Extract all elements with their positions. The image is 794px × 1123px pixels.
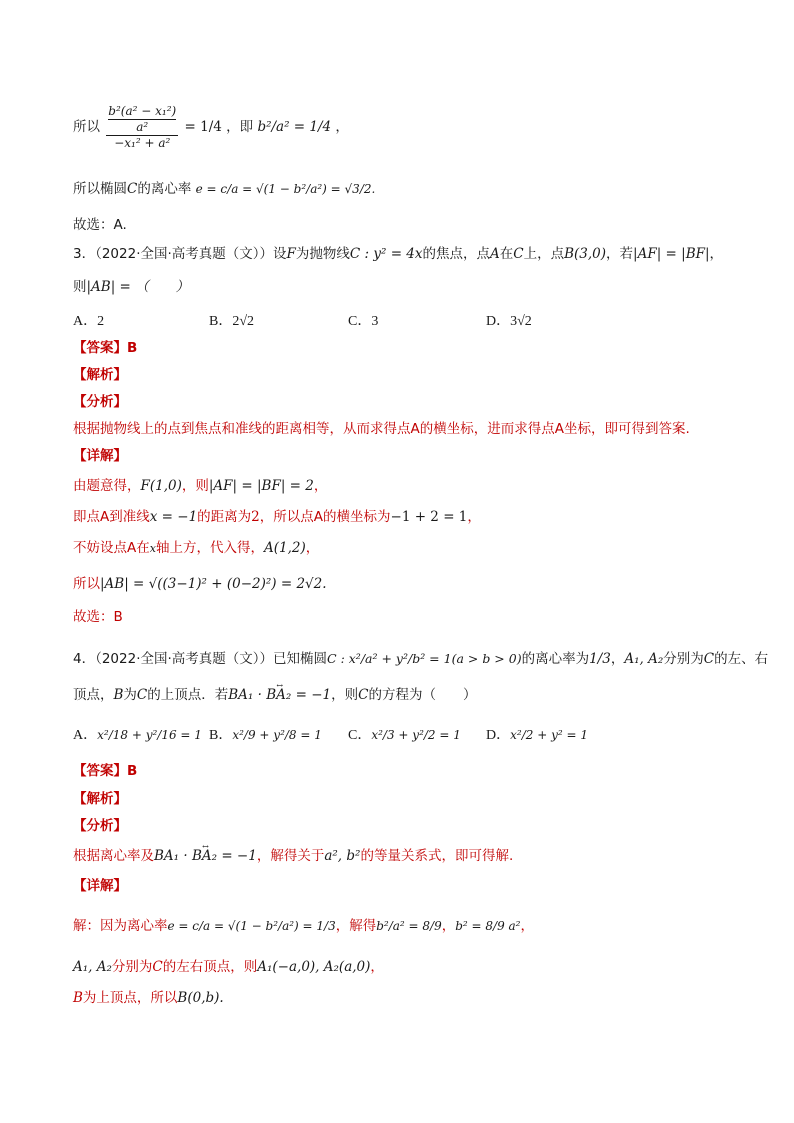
equation-rhs: = 1/4 — [184, 119, 222, 135]
text: 上，点 — [523, 246, 565, 262]
text: 3．（2022·全国·高考真题（文））设 — [73, 246, 287, 262]
option-equation: x²/9 + y²/8 = 1 — [232, 728, 322, 742]
text: 为 — [123, 687, 137, 703]
text: 的左右顶点，则 — [162, 959, 258, 975]
math-expression: A₁(−a,0), A₂(a,0) — [257, 959, 371, 975]
text: 在 — [499, 246, 514, 262]
math-expression: a², b² — [324, 848, 361, 864]
text: ， — [467, 509, 481, 525]
vector-dot-product: ↔ BA₁ · BA₂ = −1 — [154, 846, 257, 866]
q3-choice: 故选：B — [73, 609, 123, 625]
q4-option-b — [209, 724, 322, 744]
text: ， — [313, 478, 328, 494]
fraction-denominator: −x₁² + a² — [114, 135, 171, 150]
fraction-numerator-top: b²(a² − x₁²) — [108, 103, 177, 118]
q4-detail-line3 — [73, 988, 224, 1008]
math-expression: |AB| = √((3−1)² + (0−2)²) = 2√2. — [100, 576, 327, 592]
text: 由题意得， — [73, 478, 141, 494]
text: 的离心率 — [137, 181, 192, 197]
text: 则 — [73, 279, 87, 295]
text: ， — [370, 959, 384, 975]
math-expression: b² = 8/9 a² — [455, 919, 521, 933]
text: ， — [305, 540, 320, 556]
q3-answer: 【答案】B — [73, 340, 138, 356]
math-expression: |AF| = |BF| — [633, 246, 710, 262]
eccentricity-formula: e = c/a = √(1 − b²/a²) = √3/2. — [195, 182, 376, 196]
text: 分别为 — [111, 959, 153, 975]
math-expression: B(0,b). — [177, 990, 224, 1006]
math-expression: x = −1 — [149, 509, 198, 525]
text: ，解得关于 — [256, 848, 325, 864]
q4-stem-line1 — [73, 645, 768, 673]
math-expression: 1/3 — [589, 651, 611, 667]
option-label: A． — [73, 728, 98, 743]
q4-answer: 【答案】B — [73, 763, 138, 779]
math-expression: e = c/a = √(1 − b²/a²) = 1/3 — [167, 919, 336, 933]
math-expression: C : y² = 4x — [349, 246, 423, 262]
math-expression: |AB| = （ ） — [86, 279, 190, 295]
q3-analysis: 根据抛物线上的点到焦点和准线的距离相等，从而求得点A的横坐标，进而求得点A坐标，即可得到答案. — [73, 421, 690, 437]
q3-detail-line3 — [73, 538, 319, 559]
choice-text: 故选：A. — [73, 217, 127, 233]
option-label: C．3 — [348, 314, 379, 329]
text: 的左、右 — [714, 651, 769, 667]
math-expression: −1 + 2 = 1 — [390, 509, 468, 525]
text: ， — [335, 119, 349, 135]
text: ， — [610, 651, 625, 667]
text: 的等量关系式，即可得解. — [360, 848, 514, 864]
math-var: x — [149, 542, 156, 555]
text: 轴上方，代入得， — [155, 540, 264, 556]
math-var: C — [358, 687, 369, 703]
text: 的距离为 — [197, 509, 252, 525]
q3-option-d — [486, 310, 532, 330]
q3-xiangjie: 【详解】 — [73, 448, 127, 464]
text: 即点A到准线 — [73, 509, 150, 525]
text: ，若 — [606, 246, 634, 262]
text: ， — [520, 918, 534, 934]
q4-fenxi: 【分析】 — [73, 818, 127, 834]
q3-option-c — [348, 310, 378, 330]
q4-option-c — [348, 724, 461, 744]
q4-option-d — [486, 724, 588, 744]
math-expression: b²/a² = 1/4 — [257, 119, 332, 135]
q4-detail-line1 — [73, 912, 534, 940]
text: 所以椭圆 — [73, 181, 127, 197]
q4-analysis — [73, 846, 513, 866]
sol2-choice — [73, 215, 127, 235]
text: ，则 — [331, 687, 359, 703]
text: 的方程为（ ） — [368, 687, 477, 703]
option-label: C． — [348, 728, 372, 743]
math-var: C — [703, 651, 715, 667]
text: 解：因为离心率 — [73, 918, 168, 934]
q3-detail-line1 — [73, 476, 327, 496]
text: 分别为 — [663, 651, 704, 667]
math-expression: A(1,2) — [263, 540, 306, 556]
text: 为上顶点，所以 — [82, 990, 178, 1006]
sol2-line2 — [73, 175, 375, 203]
text: 顶点， — [73, 687, 114, 703]
q3-fenxi: 【分析】 — [73, 394, 127, 410]
math-var: C — [127, 181, 138, 197]
q4-xiangjie: 【详解】 — [73, 878, 127, 894]
fraction-numerator-bottom: a² — [136, 119, 149, 134]
q3-stem-line1 — [73, 244, 723, 264]
vector-dot-product: ↔ BA₁ · BA₂ = −1 — [228, 683, 331, 707]
q4-detail-line2 — [73, 957, 384, 977]
option-label: D． — [486, 728, 511, 743]
text: 为抛物线 — [295, 246, 350, 262]
math-expression: A₁, A₂ — [73, 959, 112, 975]
nested-fraction — [106, 104, 178, 151]
text: ，即 — [226, 119, 254, 135]
math-var: C — [136, 687, 148, 703]
math-var: C — [513, 246, 524, 262]
math-expression: F(1,0) — [140, 478, 182, 494]
q4-stem-line2 — [73, 683, 476, 707]
sol2-line1 — [73, 102, 349, 152]
math-var: C — [152, 959, 163, 975]
math-var: B — [113, 687, 124, 703]
option-equation: x²/18 + y²/16 = 1 — [97, 728, 202, 742]
q3-option-a — [73, 310, 104, 330]
option-label: B． — [209, 728, 233, 743]
math-expression: b²/a² = 8/9 — [376, 919, 442, 933]
math-var: B — [73, 990, 83, 1006]
text: ， — [441, 918, 456, 934]
q3-jiexi: 【解析】 — [73, 367, 127, 383]
option-label: D．3√2 — [486, 314, 532, 329]
q3-option-b — [209, 310, 254, 330]
q4-jiexi: 【解析】 — [73, 791, 127, 807]
math-expression: |AF| = |BF| = 2 — [208, 478, 314, 494]
text: 所以 — [73, 119, 100, 135]
text: 的焦点，点 — [422, 246, 491, 262]
text: 根据离心率及 — [73, 848, 154, 864]
text: 不妨设点A在 — [73, 540, 150, 556]
math-var: F — [286, 246, 296, 262]
q3-detail-line2 — [73, 507, 481, 527]
q4-option-a — [73, 724, 202, 744]
text: ，则 — [181, 478, 209, 494]
math-expression: C : x²/a² + y²/b² = 1(a > b > 0) — [327, 651, 522, 666]
math-expression: B(3,0) — [564, 246, 607, 262]
option-equation: x²/3 + y²/2 = 1 — [371, 728, 461, 742]
text: ，所以点A的横坐标为 — [259, 509, 391, 525]
option-label: A．2 — [73, 314, 105, 329]
text: 所以 — [73, 576, 100, 592]
math-expression: A₁, A₂ — [624, 651, 664, 667]
math-value: 2 — [251, 509, 260, 525]
q3-stem-line2 — [73, 277, 189, 297]
text: 的上顶点．若 — [147, 687, 229, 703]
text: 的离心率为 — [521, 651, 590, 667]
text: ，解得 — [335, 918, 377, 934]
option-label: B．2√2 — [209, 314, 255, 329]
q3-detail-line4 — [73, 570, 327, 598]
text: 4．（2022·全国·高考真题（文））已知椭圆 — [73, 651, 328, 667]
math-var: A — [490, 246, 500, 262]
text: ， — [709, 246, 724, 262]
option-equation: x²/2 + y² = 1 — [510, 728, 588, 742]
